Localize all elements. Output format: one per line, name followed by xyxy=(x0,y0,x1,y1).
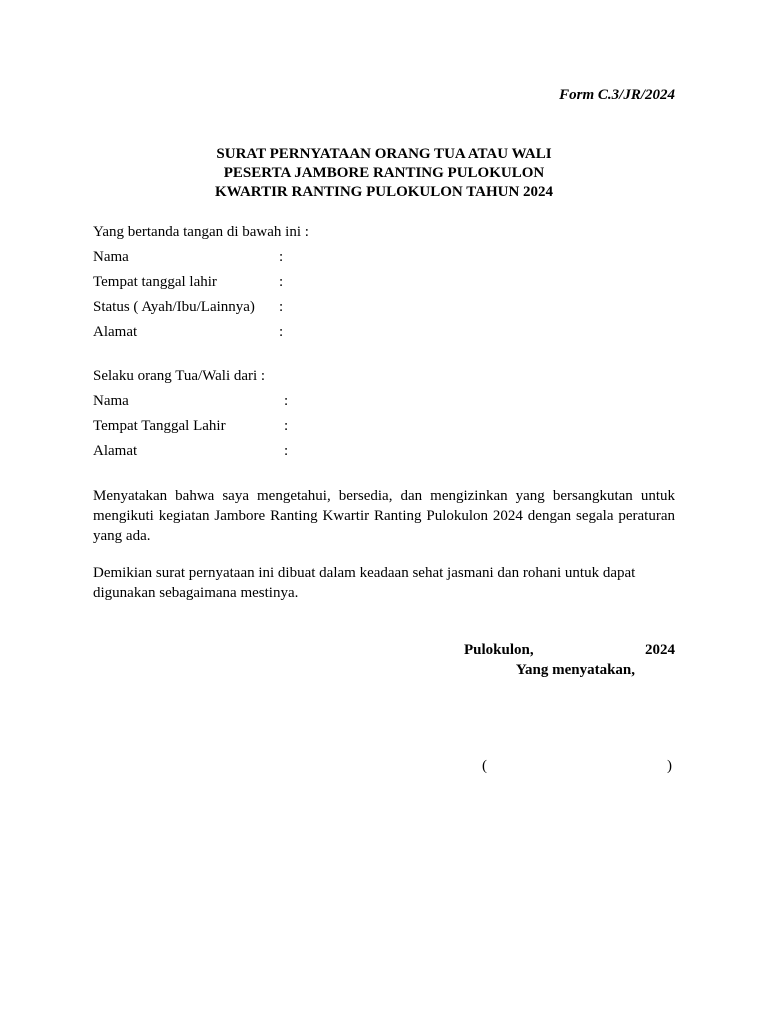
signature-name-line xyxy=(482,756,672,776)
title-line-1: SURAT PERNYATAAN ORANG TUA ATAU WALI xyxy=(216,146,552,162)
field-colon: : xyxy=(279,249,284,265)
field-colon: : xyxy=(284,418,289,434)
document-title xyxy=(0,145,768,202)
parent-section xyxy=(93,220,675,345)
field-label: Alamat xyxy=(93,443,138,459)
parent-field-name xyxy=(93,245,675,270)
field-colon: : xyxy=(284,393,289,409)
child-intro: Selaku orang Tua/Wali dari : xyxy=(93,368,266,384)
field-label: Tempat tanggal lahir xyxy=(93,274,217,290)
closing-paragraph: Demikian surat pernyataan ini dibuat dalam keadaan sehat jasmani dan rohani untuk dapat digunakan sebagaimana mestinya. xyxy=(93,565,636,601)
close-paren: ) xyxy=(667,758,672,774)
field-colon: : xyxy=(279,324,284,340)
open-paren: ( xyxy=(482,758,487,774)
field-label: Nama xyxy=(93,249,129,265)
form-code: Form C.3/JR/2024 xyxy=(559,87,675,103)
title-line-3: KWARTIR RANTING PULOKULON TAHUN 2024 xyxy=(214,184,554,200)
signature-place: Pulokulon, xyxy=(464,642,534,658)
child-field-address xyxy=(93,439,675,464)
child-field-birth xyxy=(93,414,675,439)
title-line-2: PESERTA JAMBORE RANTING PULOKULON xyxy=(223,165,545,181)
field-label: Tempat Tanggal Lahir xyxy=(93,418,226,434)
child-section xyxy=(93,364,675,464)
signature-year: 2024 xyxy=(645,642,675,658)
field-label: Alamat xyxy=(93,324,138,340)
field-label: Nama xyxy=(93,393,129,409)
field-colon: : xyxy=(284,443,289,459)
signature-block xyxy=(464,640,675,680)
parent-field-birth xyxy=(93,270,675,295)
parent-field-status xyxy=(93,295,675,320)
child-field-name xyxy=(93,389,675,414)
field-colon: : xyxy=(279,299,284,315)
declarant-label: Yang menyatakan, xyxy=(515,662,635,678)
field-label: Status ( Ayah/Ibu/Lainnya) xyxy=(93,299,255,315)
field-colon: : xyxy=(279,274,284,290)
statement-paragraph: Menyatakan bahwa saya mengetahui, bersedia, dan mengizinkan yang bersangkutan untuk mengikuti kegiatan Jambore Ranting Kwartir Ranting Pulokulon 2024 dengan segala peraturan yang ada. xyxy=(93,488,675,544)
place-date-line xyxy=(464,640,675,660)
parent-field-address xyxy=(93,320,675,345)
parent-intro: Yang bertanda tangan di bawah ini : xyxy=(93,224,309,240)
